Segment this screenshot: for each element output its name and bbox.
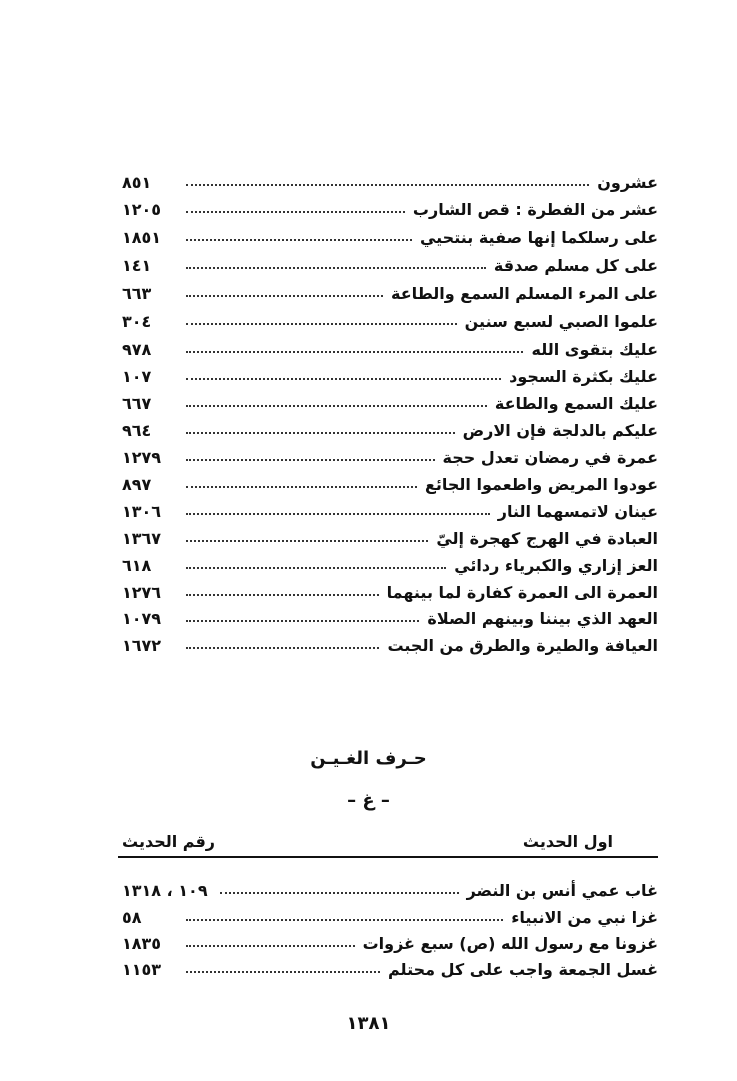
entry-phrase: عليك بكثرة السجود xyxy=(509,366,658,386)
entry-number: ١٢٧٩ xyxy=(122,447,162,467)
leader-dots xyxy=(186,459,435,461)
index-entry xyxy=(122,337,658,361)
entry-number: ٨٩٧ xyxy=(122,474,152,494)
index-entry xyxy=(122,225,658,249)
header-first-words: اول الحديث xyxy=(522,832,613,851)
leader-dots xyxy=(186,184,589,186)
index-entry xyxy=(122,197,658,221)
leader-dots xyxy=(186,971,380,973)
index-entry xyxy=(122,633,658,657)
leader-dots xyxy=(186,919,503,921)
index-entry xyxy=(122,931,658,955)
entry-number: ١٠٧٩ xyxy=(122,608,162,628)
entry-number: ١٨٥١ xyxy=(122,227,162,247)
entry-number: ٦٦٣ xyxy=(122,283,152,303)
index-entry xyxy=(122,878,658,902)
page-number: ١٣٨١ xyxy=(346,1013,391,1034)
index-entry xyxy=(122,364,658,388)
entry-phrase: غزونا مع رسول الله (ص) سبع غزوات xyxy=(362,933,658,953)
entry-phrase: غزا نبي من الانبياء xyxy=(511,907,658,927)
entry-phrase: عودوا المريض واطعموا الجائع xyxy=(424,474,658,494)
leader-dots xyxy=(186,211,405,213)
entry-number: ٥٨ xyxy=(122,907,142,927)
index-entry xyxy=(122,418,658,442)
entry-phrase: عمرة في رمضان تعدل حجة xyxy=(442,447,658,467)
entry-number: ٦١٨ xyxy=(122,555,152,575)
entry-number: ١٨٣٥ xyxy=(122,933,162,953)
entry-number: ١٠٧ xyxy=(122,366,152,386)
index-entry xyxy=(122,905,658,929)
leader-dots xyxy=(186,540,428,542)
leader-dots xyxy=(186,620,419,622)
entry-number: ٩٦٤ xyxy=(122,420,152,440)
entry-number: ١٣٦٧ xyxy=(122,528,162,548)
entry-phrase: العهد الذي بيننا وبينهم الصلاة xyxy=(427,608,658,628)
index-entry xyxy=(122,253,658,277)
entry-phrase: علموا الصبي لسبع سنين xyxy=(464,311,658,331)
entry-number: ١٢٠٥ xyxy=(122,199,162,219)
leader-dots xyxy=(186,351,523,353)
index-entry xyxy=(122,526,658,550)
entry-number: ١١٥٣ xyxy=(122,959,162,979)
leader-dots xyxy=(186,594,379,596)
index-entry xyxy=(122,606,658,630)
leader-dots xyxy=(220,892,459,894)
leader-dots xyxy=(186,486,417,488)
index-entry xyxy=(122,391,658,415)
index-entry xyxy=(122,445,658,469)
entry-phrase: عليكم بالدلجة فإن الارض xyxy=(462,420,658,440)
section-title: حـرف الغـيـن xyxy=(310,748,427,769)
entry-phrase: على كل مسلم صدقة xyxy=(493,255,658,275)
leader-dots xyxy=(186,647,379,649)
section-letter: – غ – xyxy=(347,790,390,811)
header-hadith-number: رقم الحديث xyxy=(122,832,216,851)
entry-number: ٦٦٧ xyxy=(122,393,152,413)
index-entry xyxy=(122,170,658,194)
entry-phrase: العمرة الى العمرة كفارة لما بينهما xyxy=(386,582,658,602)
index-entry xyxy=(122,580,658,604)
leader-dots xyxy=(186,323,457,325)
entry-number: ١٣٠٦ xyxy=(122,501,162,521)
entry-phrase: عشرون xyxy=(597,172,658,192)
entry-number: ١٤١ xyxy=(122,255,152,275)
index-entry xyxy=(122,281,658,305)
leader-dots xyxy=(186,405,487,407)
entry-phrase: العز إزاري والكبرياء ردائي xyxy=(454,555,658,575)
entry-number: ٨٥١ xyxy=(122,172,152,192)
entry-phrase: عينان لاتمسهما النار xyxy=(497,501,658,521)
leader-dots xyxy=(186,378,501,380)
entry-number: ١٠٩ ، ١٣١٨ xyxy=(122,880,208,900)
entry-number: ١٢٧٦ xyxy=(122,582,162,602)
leader-dots xyxy=(186,432,455,434)
entry-phrase: عليك بتقوى الله xyxy=(531,339,658,359)
index-entry xyxy=(122,499,658,523)
index-entry xyxy=(122,553,658,577)
index-entry xyxy=(122,309,658,333)
entry-phrase: العيافة والطيرة والطرق من الجبت xyxy=(387,635,658,655)
entry-phrase: على المرء المسلم السمع والطاعة xyxy=(391,283,658,303)
entry-phrase: غاب عمي أنس بن النضر xyxy=(466,880,658,900)
leader-dots xyxy=(186,239,412,241)
entry-number: ٩٧٨ xyxy=(122,339,152,359)
leader-dots xyxy=(186,295,383,297)
leader-dots xyxy=(186,567,446,569)
entry-phrase: عشر من الفطرة : قص الشارب xyxy=(412,199,658,219)
index-entry xyxy=(122,957,658,981)
entry-phrase: غسل الجمعة واجب على كل محتلم xyxy=(387,959,658,979)
entry-phrase: على رسلكما إنها صفية بنتحيي xyxy=(419,227,658,247)
entry-phrase: العبادة في الهرج كهجرة إليّ xyxy=(436,528,658,548)
leader-dots xyxy=(186,513,490,515)
leader-dots xyxy=(186,267,486,269)
entry-number: ١٦٧٢ xyxy=(122,635,162,655)
entry-phrase: عليك السمع والطاعة xyxy=(494,393,658,413)
index-entry xyxy=(122,472,658,496)
entry-number: ٣٠٤ xyxy=(122,311,152,331)
header-rule xyxy=(118,856,658,858)
leader-dots xyxy=(186,945,355,947)
